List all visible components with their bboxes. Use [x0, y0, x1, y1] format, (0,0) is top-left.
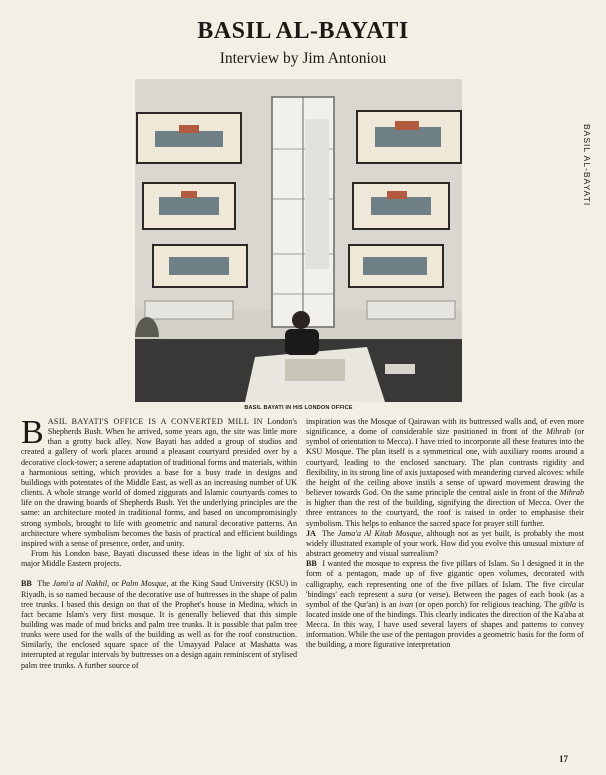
text-run: , at the King Saud University (KSU) in Riyadh, is so named because of the decorative use of buttresses in the shape of palm tree trunks. I based this design on that of the Prophet's house in Medina, which in fact became Islam's very first mosque. It is generally believed that this simple building was made of mud bricks and palm tree trunks. It is possible that palm tree trunks were used for the walls of the building as well as for the roof construction. Similarly, the enclosed square space of the Umayyad Palace at Mashatta was interrupted at regular intervals by buttresses on a design again reminiscent of stylised palm tree trunks. A further source of [21, 579, 298, 670]
side-running-head: BASIL AL-BAYATI [582, 124, 592, 207]
bb-answer-1 [21, 579, 297, 670]
text-run: The [321, 528, 335, 538]
bb-answer-1-continued [306, 417, 584, 529]
text-run: is located inside one of the bindings. This clearly indicates the direction of the Ka'aba at Mecca. In this way, I have used several layers of shapes and patterns to convey information. While the use of the pentagon provides a geometric basis for the form of the building, a more figurative interpretation [306, 599, 584, 650]
page-number: 17 [559, 754, 568, 764]
drop-cap: B [21, 414, 44, 451]
text-run: (or symbol of orientation to Mecca). I have tried to incorporate all these features into the KSU Mosque. The plan itself is a symmetrical one, with auxiliary rooms around a courtyard, leading to the enclosed sanctuary. The plan contrasts rigidity and flexibility, in its strong line of axis juxtaposed with meandering curved alcoves: while the height of the ceiling above instils a sense of upward movement drawing the believer towards God. On the same principle the central aisle in front of the [306, 427, 585, 498]
italic-term: ivan [399, 599, 414, 609]
article-title: BASIL AL-BAYATI [197, 18, 409, 44]
article-column-left [21, 414, 298, 671]
text-run: is higher than the rest of the building, signifying the direction of Mecca. Over the three entrances to the courtyard, the roof is raised in order to emphasise their symbolism. This helps to enhance the sacred space for prayer still further. [306, 498, 584, 528]
italic-term: Jami'a al Nakhil [52, 579, 108, 589]
office-photo-illustration [135, 79, 462, 402]
article-column-right [306, 417, 584, 651]
photo-caption: BASIL BAYATI IN HIS LONDON OFFICE [244, 405, 353, 411]
italic-term: Palm Mosque [121, 579, 167, 589]
text-run: (or open porch) for religious teaching. The [415, 599, 557, 609]
intro-lead-caps: ASIL BAYATI'S OFFICE IS A CONVERTED MILL IN [47, 417, 263, 426]
bb-answer-2 [306, 559, 584, 650]
office-photo [135, 79, 462, 402]
speaker-ja: JA [306, 528, 316, 538]
italic-term: gibla [559, 599, 577, 609]
intro-paragraph-2: From his London base, Bayati discussed these ideas in the light of six of his major Middle Eastern projects. [21, 549, 297, 569]
text-run: (or verse). Between the pages of each book (as a symbol of the Qur'an) is an [306, 589, 584, 609]
text-run: The [37, 579, 50, 589]
ja-question [306, 529, 584, 559]
italic-term: Jama'a Al Kitab Mosque [337, 528, 422, 538]
article-subtitle: Interview by Jim Antoniou [219, 50, 387, 67]
text-run: inspiration was the Mosque of Qairawan with its buttressed walls and, of even more significance, a dome of considerable size positioned in front of the [306, 417, 584, 437]
italic-term: Mihrab [559, 488, 585, 498]
speaker-bb: BB [306, 559, 317, 569]
speaker-bb: BB [21, 579, 32, 589]
intro-paragraph [21, 414, 297, 549]
text-run: , although not as yet built, is probably the most widely illustrated example of your work. How did you evolve this unusual mixture of abstract geometry and visual surrealism? [306, 528, 584, 559]
italic-term: Mihrab [546, 427, 571, 437]
italic-term: sura [398, 589, 413, 599]
text-run: , or [107, 579, 119, 589]
text-run: I wanted the mosque to express the five pillars of Islam. So I designed it in the form of a pentagon, made up of five gigantic open volumes, decorated with calligraphy, each representing one of the five pillars of Islam. The five circular 'bindings' each represent a [306, 559, 584, 599]
intro-text: London's Shepherds Bush. When he arrived, some years ago, the site was little more than a grotty back alley. Now Bayati has added a group of studios and created a gallery of work places around a pleasant courtyard presided over by a decorative clock-tower; a serene adaptation of traditional forms and materials, within a harmonious setting, which provides a base for a busy trade in designs and buildings with potentates of the Middle East, as well as an increasing number of UK clients. A whole strange world of domed ziggurats and Islamic courtyards comes to life on the drawing boards of Shepherds Bush. Yet the underlying principles are the same: an architecture rooted in traditional forms, and based on uncompromisingly strong symbols, brought to life with geometric and natural decorative patterns. An architecture where symbolism becomes the basis of practical and efficient buildings inspired with a sense of presence, order, and unity. [21, 417, 297, 548]
